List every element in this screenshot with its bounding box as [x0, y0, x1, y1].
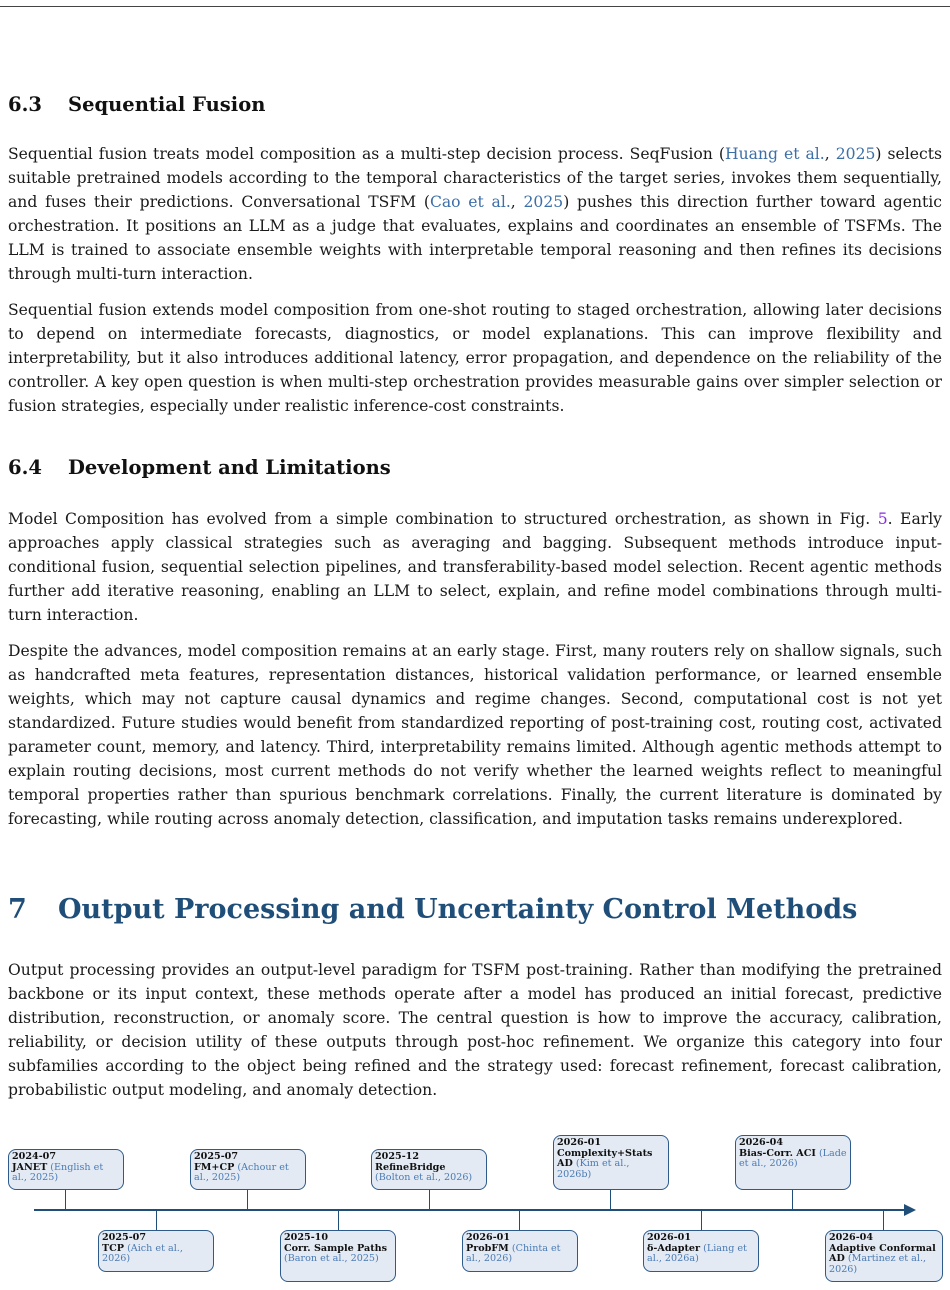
timeline-tick — [883, 1210, 884, 1230]
timeline-tick — [792, 1190, 793, 1210]
timeline-figure — [0, 1040, 950, 1285]
section-6-4-paragraph-2: Despite the advances, model composition remains at an early stage. First, many routers rely on shallow signals, such as handcrafted meta features, representation distances, historical validation performance, or learned ensemble weights, which may not capture causal dynamics and regime changes. Second, computational cost is not yet standardized. Future studies would benefit from standardized reporting of post-training cost, routing cost, activated parameter count, memory, and latency. Third, interpretability remains limited. Although agentic methods attempt to explain routing decisions, most current methods do not verify whether the learned weights reflect to meaningful temporal properties rather than spurious benchmark correlations. Finally, the current literature is dominated by forecasting, while routing across anomaly detection, classification, and imputation tasks remains underexplored. — [8, 642, 942, 828]
timeline-item-complexity-stats-ad: 2026-01 Complexity+Stats AD (Kim et al., 2026b) — [553, 1135, 669, 1190]
timeline-tick — [156, 1210, 157, 1230]
timeline-item-probfm: 2026-01 ProbFM (Chinta et al., 2026) — [462, 1230, 578, 1272]
timeline-tick — [701, 1210, 702, 1230]
timeline-item-refinebridge: 2025-12 RefineBridge (Bolton et al., 2026) — [371, 1149, 487, 1190]
timeline-tick — [429, 1190, 430, 1210]
citation-link[interactable]: Huang et al. — [724, 145, 825, 163]
timeline-tick — [519, 1210, 520, 1230]
timeline-item-tcp: 2025-07 TCP (Aich et al., 2026) — [98, 1230, 214, 1272]
timeline-item-janet: 2024-07 JANET (English et al., 2025) — [8, 1149, 124, 1190]
section-6-3-paragraph-1: Sequential fusion treats model composition as a multi-step decision process. SeqFusion (Huang et al., 2025) selects suitable pretrained models according to the temporal characteristics of the target series, invokes them sequentially, and fuses their predictions. Conversational TSFM (Cao et al., 2025) pushes this direction further toward agentic orchestration. It positions an LLM as a judge that evaluates, explains and coordinates an ensemble of TSFMs. The LLM is trained to associate ensemble weights with interpretable temporal reasoning and then refines its decisions through multi-turn interaction. — [8, 145, 942, 283]
timeline-item-bias-corr-aci: 2026-04 Bias-Corr. ACI (Lade et al., 2026) — [735, 1135, 851, 1190]
timeline-item-corr-sample-paths: 2025-10 Corr. Sample Paths (Baron et al., 2025) — [280, 1230, 396, 1282]
timeline-tick — [338, 1210, 339, 1230]
section-6-4-heading: 6.4 Development and Limitations — [8, 456, 391, 479]
section-6-3-paragraph-2: Sequential fusion extends model composition from one-shot routing to staged orchestration, allowing later decisions to depend on intermediate forecasts, diagnostics, or model explanations. This can improve flexibility and interpretability, but it also introduces additional latency, error propagation, and dependence on the reliability of the controller. A key open question is when multi-step orchestration provides measurable gains over simpler selection or fusion strategies, especially under realistic inference-cost constraints. — [8, 301, 942, 415]
figure-ref-link[interactable]: 5 — [877, 510, 888, 528]
chapter-7-heading: 7 Output Processing and Uncertainty Control Methods — [8, 894, 858, 925]
section-6-4-paragraph-1: Model Composition has evolved from a simple combination to structured orchestration, as shown in Fig. 5. Early approaches apply classical strategies such as averaging and bagging. Subsequent methods introduce input-conditional fusion, sequential selection pipelines, and transferability-based model selection. Recent agentic methods further add iterative reasoning, enabling an LLM to select, explain, and refine model combinations through multi-turn interaction. — [8, 510, 942, 624]
citation-link[interactable]: Cao et al. — [429, 193, 511, 211]
timeline-item-delta-adapter: 2026-01 δ-Adapter (Liang et al., 2026a) — [643, 1230, 759, 1272]
citation-year-link[interactable]: 2025 — [523, 193, 564, 211]
chapter-7-paragraph-1: Output processing provides an output-level paradigm for TSFM post-training. Rather than modifying the pretrained backbone or its input context, these methods operate after a model has produced an initial forecast, predictive distribution, reconstruction, or anomaly score. The central question is how to improve the accuracy, calibration, reliability, or decision utility of these outputs through post-hoc refinement. We organize this category into four subfamilies according to the object being refined and the strategy used: forecast refinement, forecast calibration, probabilistic output modeling, and anomaly detection. — [8, 961, 942, 1099]
header-rule — [0, 6, 950, 7]
citation-year-link[interactable]: 2025 — [835, 145, 876, 163]
timeline-tick — [610, 1190, 611, 1210]
section-6-3-heading: 6.3 Sequential Fusion — [8, 93, 266, 116]
timeline-tick — [65, 1190, 66, 1210]
timeline-arrowhead — [904, 1204, 916, 1216]
timeline-tick — [247, 1190, 248, 1210]
timeline-axis — [34, 1209, 906, 1211]
timeline-item-adaptive-conformal-ad: 2026-04 Adaptive Conformal AD (Martinez et al., 2026) — [825, 1230, 943, 1282]
timeline-item-fm-cp: 2025-07 FM+CP (Achour et al., 2025) — [190, 1149, 306, 1190]
